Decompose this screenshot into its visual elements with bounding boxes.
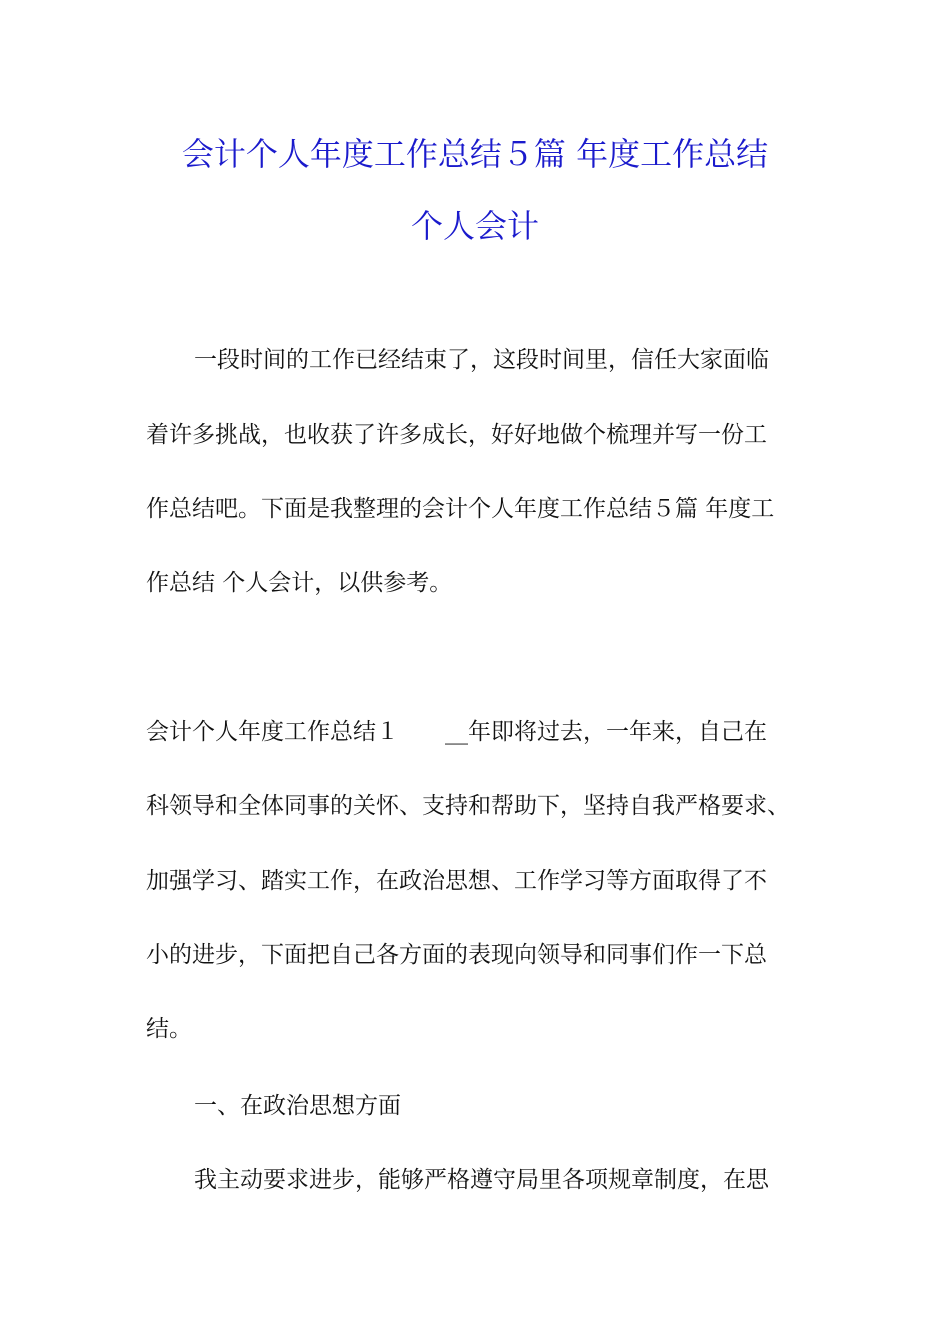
document-title-line-1: 会计个人年度工作总结５篇 年度工作总结 <box>181 135 769 173</box>
intro-line-3: 作总结吧。下面是我整理的会计个人年度工作总结５篇 年度工 <box>146 496 775 522</box>
section1-line-3: 加强学习、踏实工作，在政治思想、工作学习等方面取得了不 <box>146 868 767 894</box>
document-title-line-2: 个人会计 <box>410 207 539 245</box>
section1-line-1: 会计个人年度工作总结１ __年即将过去，一年来，自己在 <box>146 719 767 745</box>
heading-political-thought: 一、在政治思想方面 <box>194 1093 401 1119</box>
intro-line-4: 作总结 个人会计，以供参考。 <box>146 570 453 596</box>
intro-line-2: 着许多挑战，也收获了许多成长，好好地做个梳理并写一份工 <box>146 422 767 448</box>
paragraph-line: 我主动要求进步，能够严格遵守局里各项规章制度，在思 <box>194 1167 769 1193</box>
section1-line-4: 小的进步，下面把自己各方面的表现向领导和同事们作一下总 <box>146 942 767 968</box>
section1-line-5: 结。 <box>146 1016 192 1042</box>
intro-line-1: 一段时间的工作已经结束了，这段时间里，信任大家面临 <box>194 347 769 373</box>
section1-line-2: 科领导和全体同事的关怀、支持和帮助下，坚持自我严格要求、 <box>146 793 790 819</box>
